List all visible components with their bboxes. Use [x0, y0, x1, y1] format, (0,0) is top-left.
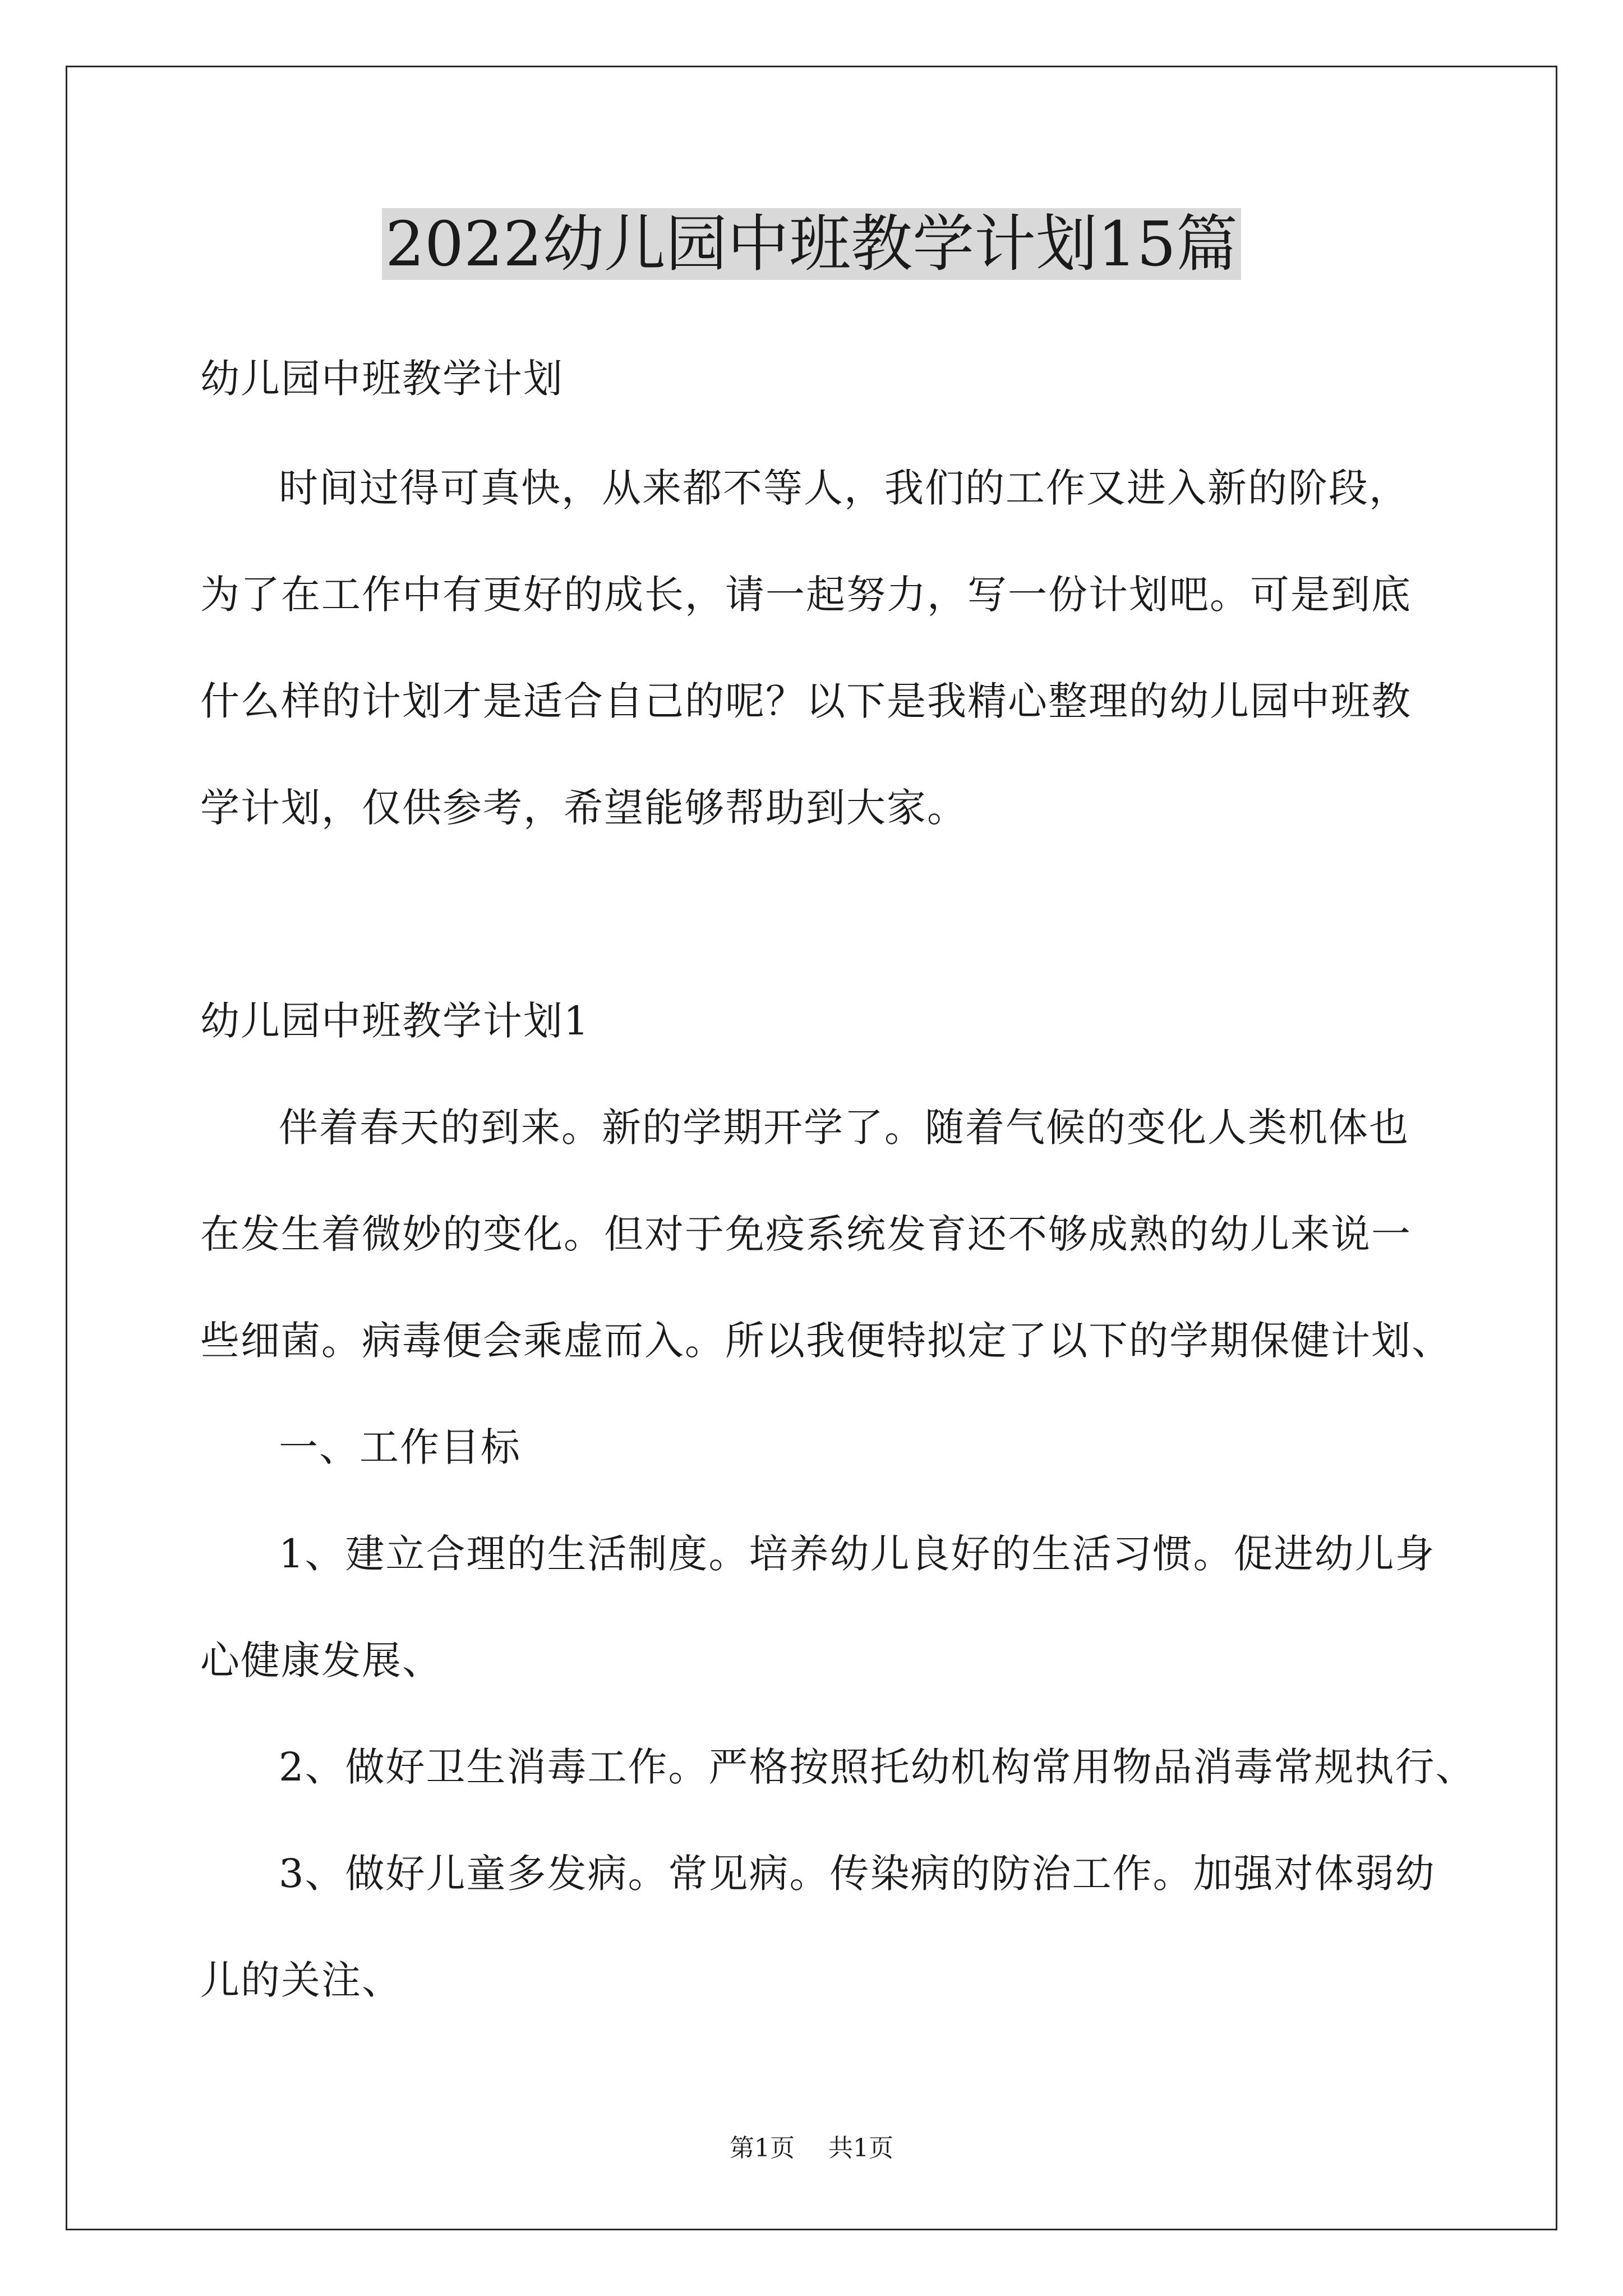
paragraph-line: 时间过得可真快，从来都不等人，我们的工作又进入新的阶段，	[279, 465, 1409, 511]
list-item-line: 1、建立合理的生活制度。培养幼儿良好的生活习惯。促进幼儿身	[279, 1531, 1436, 1577]
list-item-line: 心健康发展、	[200, 1637, 442, 1683]
section-heading: 幼儿园中班教学计划	[200, 356, 564, 402]
page-total: 共1页	[828, 2134, 893, 2162]
page-number: 第1页	[730, 2134, 795, 2162]
document-title	[0, 202, 1623, 286]
list-item-line: 2、做好卫生消毒工作。严格按照托幼机构常用物品消毒常规执行、	[279, 1744, 1476, 1790]
paragraph-line: 伴着春天的到来。新的学期开学了。随着气候的变化人类机体也	[279, 1105, 1409, 1151]
list-item-line: 儿的关注、	[200, 1957, 402, 2003]
page-footer	[0, 2132, 1623, 2165]
list-item-line: 3、做好儿童多发病。常见病。传染病的防治工作。加强对体弱幼	[279, 1851, 1436, 1897]
paragraph-line: 为了在工作中有更好的成长，请一起努力，写一份计划吧。可是到底	[200, 572, 1412, 618]
section-heading: 幼儿园中班教学计划1	[200, 998, 590, 1044]
paragraph-line: 在发生着微妙的变化。但对于免疫系统发育还不够成熟的幼儿来说一	[200, 1211, 1412, 1257]
document-title-text: 2022幼儿园中班教学计划15篇	[382, 208, 1241, 280]
paragraph-line: 些细菌。病毒便会乘虚而入。所以我便特拟定了以下的学期保健计划、	[200, 1318, 1452, 1364]
paragraph-line: 什么样的计划才是适合自己的呢？以下是我精心整理的幼儿园中班教	[200, 678, 1412, 724]
subheading-line: 一、工作目标	[279, 1424, 521, 1470]
paragraph-line: 学计划，仅供参考，希望能够帮助到大家。	[200, 785, 967, 831]
